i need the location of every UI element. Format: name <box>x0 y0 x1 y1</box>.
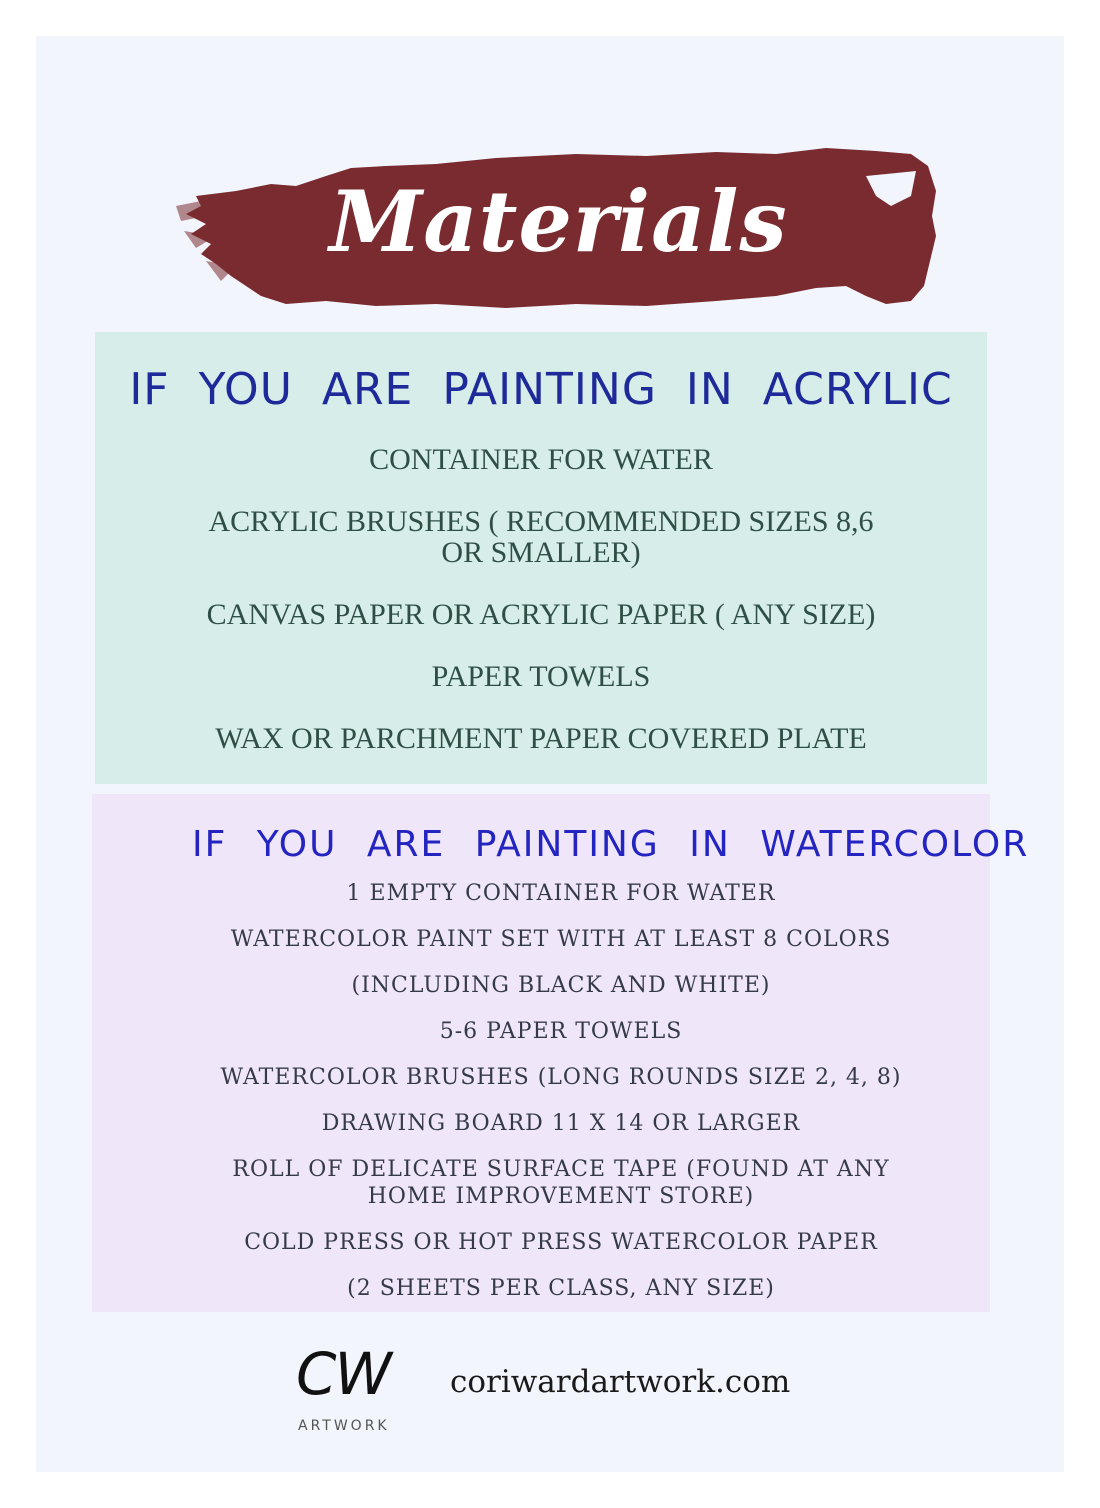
list-item: DRAWING BOARD 11 X 14 OR LARGER <box>321 1111 801 1136</box>
watercolor-heading: IF YOU ARE PAINTING IN WATERCOLOR <box>192 824 1030 865</box>
list-item: CONTAINER FOR WATER <box>369 443 713 476</box>
list-item: PAPER TOWELS <box>431 660 651 693</box>
list-item: (2 SHEETS PER CLASS, ANY SIZE) <box>347 1276 775 1301</box>
flyer-page <box>36 36 1064 1472</box>
list-item: CANVAS PAPER OR ACRYLIC PAPER ( ANY SIZE) <box>206 598 876 631</box>
list-item: WAX OR PARCHMENT PAPER COVERED PLATE <box>215 722 867 755</box>
materials-title: Materials <box>329 172 788 271</box>
acrylic-section <box>95 332 987 784</box>
list-item: COLD PRESS OR HOT PRESS WATERCOLOR PAPER <box>244 1230 878 1255</box>
list-item: 1 EMPTY CONTAINER FOR WATER <box>346 881 776 906</box>
logo-subtitle: ARTWORK <box>298 1418 390 1434</box>
list-item: WATERCOLOR BRUSHES (LONG ROUNDS SIZE 2, 4, 8) <box>220 1065 902 1090</box>
list-item: WATERCOLOR PAINT SET WITH AT LEAST 8 COLORS <box>230 927 892 952</box>
list-item: (INCLUDING BLACK AND WHITE) <box>351 973 771 998</box>
acrylic-materials-list <box>95 444 987 785</box>
logo-letters: CW <box>296 1340 390 1408</box>
website-url: coriwardartwork.com <box>450 1364 791 1400</box>
watercolor-section <box>92 794 1030 1312</box>
cw-artwork-logo <box>288 1340 408 1440</box>
acrylic-heading: IF YOU ARE PAINTING IN ACRYLIC <box>129 364 953 415</box>
list-item: ROLL OF DELICATE SURFACE TAPE (FOUND AT ANY HOME IMPROVEMENT STORE) <box>232 1157 890 1209</box>
list-item: 5-6 PAPER TOWELS <box>439 1019 683 1044</box>
brush-stroke-banner <box>176 136 941 321</box>
list-item: ACRYLIC BRUSHES ( RECOMMENDED SIZES 8,6 OR SMALLER) <box>208 505 874 569</box>
watercolor-materials-list <box>92 880 990 1321</box>
